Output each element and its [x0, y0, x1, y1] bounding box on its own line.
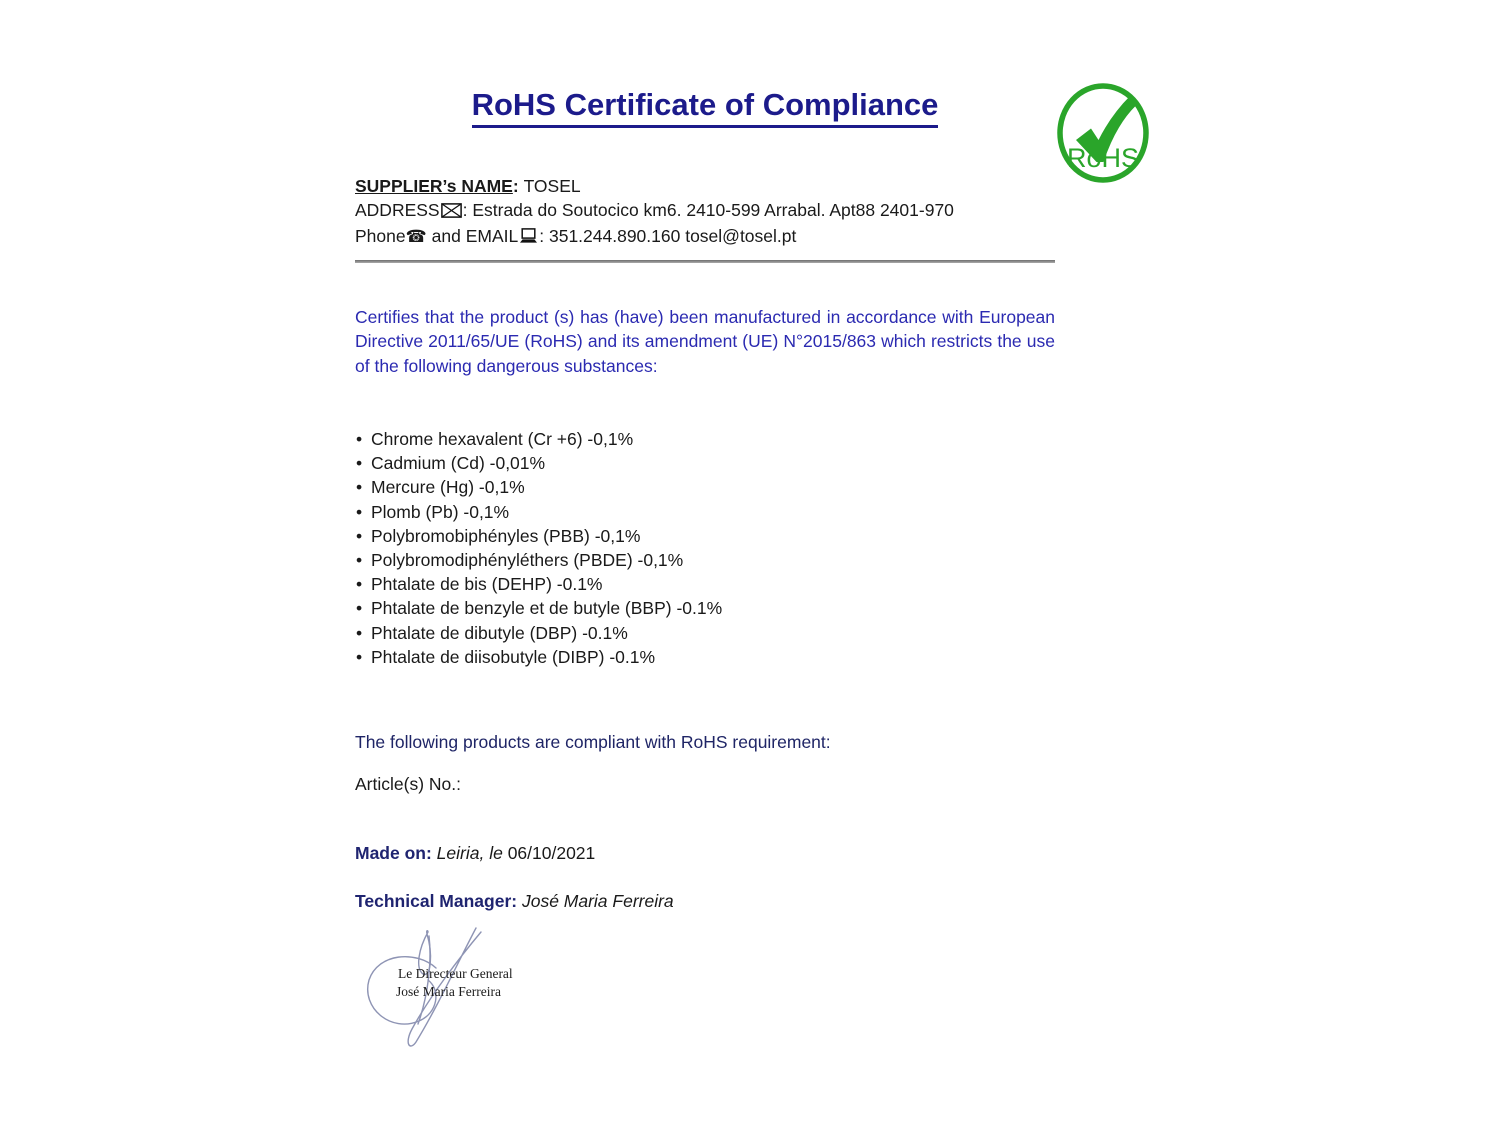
signature-title: Le Directeur General	[398, 966, 513, 981]
divider-rule	[355, 260, 1055, 263]
substance-item: • Polybromodiphényléthers (PBDE) -0,1%	[355, 548, 1055, 572]
supplier-name-colon: :	[512, 176, 524, 196]
substance-item: • Phtalate de bis (DEHP) -0.1%	[355, 572, 1055, 596]
address-label: ADDRESS	[355, 200, 440, 220]
rohs-logo-graphic	[1056, 83, 1150, 184]
supplier-contact-line	[355, 224, 1055, 250]
substance-item: • Mercure (Hg) -0,1%	[355, 475, 1055, 499]
address-value: : Estrada do Soutocico km6. 2410-599 Arrabal. Apt88 2401-970	[462, 200, 954, 220]
compliance-statement: The following products are compliant with RoHS requirement:	[355, 732, 831, 752]
substance-item: • Plomb (Pb) -0,1%	[355, 500, 1055, 524]
signature-block	[358, 920, 543, 1060]
made-on-date: 06/10/2021	[502, 843, 596, 863]
substance-item: • Phtalate de dibutyle (DBP) -0.1%	[355, 621, 1055, 645]
substance-item: • Cadmium (Cd) -0,01%	[355, 451, 1055, 475]
substances-list	[355, 427, 1055, 669]
technical-manager-label: Technical Manager:	[355, 891, 518, 911]
substance-item: • Phtalate de benzyle et de butyle (BBP) -0.1%	[355, 596, 1055, 620]
substance-item: • Chrome hexavalent (Cr +6) -0,1%	[355, 427, 1055, 451]
logo-label: RoHS	[1066, 143, 1140, 173]
contact-value: : 351.244.890.160 tosel@tosel.pt	[539, 226, 797, 246]
supplier-block	[355, 174, 1055, 250]
made-on-line	[355, 843, 595, 864]
supplier-name-line	[355, 174, 1055, 198]
signature-name: José Maria Ferreira	[396, 984, 501, 999]
substance-item: • Phtalate de diisobutyle (DIBP) -0.1%	[355, 645, 1055, 669]
technical-manager-line	[355, 891, 674, 912]
page-title: RoHS Certificate of Compliance	[472, 86, 939, 128]
made-on-label: Made on:	[355, 843, 432, 863]
supplier-address-line	[355, 198, 1055, 224]
made-on-place: Leiria, le	[431, 843, 503, 863]
supplier-name-value: TOSEL	[523, 176, 581, 196]
phone-icon: ☎	[405, 227, 427, 247]
substance-item: • Polybromobiphényles (PBB) -0,1%	[355, 524, 1055, 548]
computer-icon	[519, 226, 538, 250]
phone-label: Phone	[355, 226, 406, 246]
envelope-icon	[441, 200, 462, 224]
signature-graphic	[358, 920, 543, 1060]
technical-manager-value: José Maria Ferreira	[517, 891, 674, 911]
article-number-line: Article(s) No.:	[355, 774, 461, 794]
rohs-logo	[1056, 83, 1150, 184]
email-label: and EMAIL	[426, 226, 519, 246]
header	[355, 86, 1055, 128]
supplier-name-label: SUPPLIER’s NAME	[355, 176, 513, 196]
certification-statement: Certifies that the product (s) has (have) been manufactured in accordance with European Directive 2011/65/UE (RoHS) and its amendment (UE) N°2015/863 which restricts the use of the following dangerous substances:	[355, 307, 1055, 376]
